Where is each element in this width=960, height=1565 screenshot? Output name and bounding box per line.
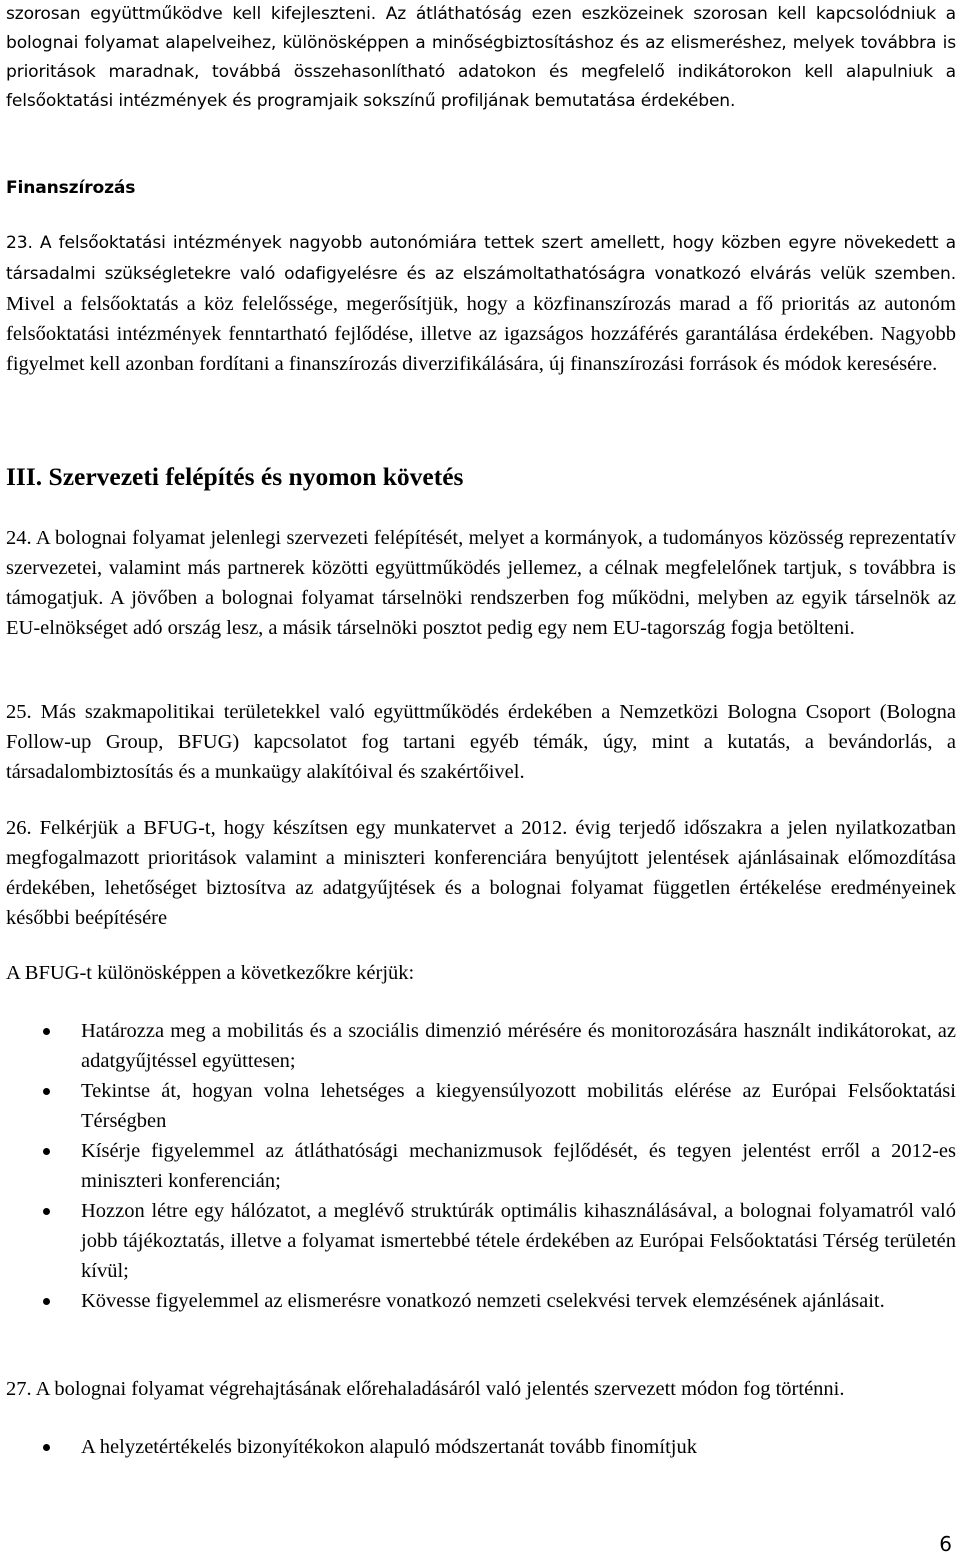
- section-heading: III. Szervezeti felépítés és nyomon követés: [6, 462, 464, 491]
- paragraph-27-list: [6, 1432, 956, 1462]
- paragraph-23-part2: Mivel a felsőoktatás a köz felelőssége, megerősítjük, hogy a közfinanszírozás marad a fő prioritás az autonóm felsőoktatási intézmények fenntartható fejlődése, illetve az igazságos hozzáférés garantálása érdekében. Nagyobb figyelmet kell azonban fordítani a finanszírozás diverzifikálására, új finanszírozási források és módok keresésére.: [6, 293, 956, 375]
- paragraph-24: 24. A bolognai folyamat jelenlegi szervezeti felépítését, melyet a kormányok, a tudományos közösség reprezentatív szervezetei, valamint más partnerek közötti együttműködés jellemez, a célnak megfelelőnek tartjuk, s továbbra is támogatjuk. A jövőben a bolognai folyamat társelnöki rendszerben fog működni, melyben az egyik társelnök az EU-elnökséget adó ország lesz, a másik társelnöki posztot pedig egy nem EU-tagország fogja betölteni.: [6, 527, 956, 639]
- list-item-text: Tekintse át, hogyan volna lehetséges a kiegyensúlyozott mobilitás elérése az Európai Felsőoktatási Térségben: [81, 1080, 956, 1132]
- paragraph-23-part1: 23. A felsőoktatási intézmények nagyobb autonómiára tettek szert amellett, hogy közben egyre növekedett a társadalmi szükségletekre való odafigyelésre és az elszámoltathatóságra vonatkozó elvárás velük szemben.: [6, 233, 956, 284]
- bullet-icon: [43, 1088, 50, 1095]
- list-item-text: Hozzon létre egy hálózatot, a meglévő struktúrák optimális kihasználásával, a bolognai folyamatról való jobb tájékoztatás, illetve a folyamat ismertebbé tétele érdekében az Európai Felsőoktatási Térség területén kívül;: [81, 1200, 956, 1282]
- paragraph-27: 27. A bolognai folyamat végrehajtásának előrehaladásáról való jelentés szervezett módon fog történni.: [6, 1378, 845, 1400]
- bullet-icon: [43, 1444, 50, 1451]
- list-item: [6, 1196, 956, 1286]
- paragraph-23: [6, 229, 956, 379]
- page-number: 6: [939, 1532, 952, 1556]
- list-item: [6, 1136, 956, 1196]
- list-item-text: Kövesse figyelemmel az elismerésre vonatkozó nemzeti cselekvési tervek elemzésének ajánlásait.: [81, 1290, 885, 1312]
- bullet-icon: [43, 1208, 50, 1215]
- subheading-financing: Finanszírozás: [6, 178, 136, 198]
- paragraph-25: 25. Más szakmapolitikai területekkel való együttműködés érdekében a Nemzetközi Bologna Csoport (Bologna Follow-up Group, BFUG) kapcsolatot fog tartani egyéb témák, úgy, mint a kutatás, a bevándorlás, a társadalombiztosítás és a munkaügy alakítóival és szakértőivel.: [6, 701, 956, 783]
- paragraph-top: szorosan együttműködve kell kifejleszteni. Az átláthatóság ezen eszközeinek szorosan kell kapcsolódniuk a bolognai folyamat alapelveihez, különösképpen a minőségbiztosításhoz és az elismeréshez, melyek továbbra is prioritások maradnak, továbbá összehasonlítható adatokon és megfelelő indikátorokon kell alapulniuk a felsőoktatási intézmények és programjaik sokszínű profiljának bemutatása érdekében.: [6, 4, 956, 111]
- bullet-icon: [43, 1298, 50, 1305]
- bfug-intro: A BFUG-t különösképpen a következőkre kérjük:: [6, 962, 415, 984]
- list-item: [6, 1432, 956, 1462]
- bfug-request-list: [6, 1016, 956, 1316]
- bullet-icon: [43, 1028, 50, 1035]
- list-item-text: Kísérje figyelemmel az átláthatósági mechanizmusok fejlődését, és tegyen jelentést erről a 2012-es miniszteri konferencián;: [81, 1140, 956, 1192]
- list-item: [6, 1076, 956, 1136]
- list-item: [6, 1016, 956, 1076]
- paragraph-26: 26. Felkérjük a BFUG-t, hogy készítsen egy munkatervet a 2012. évig terjedő időszakra a jelen nyilatkozatban megfogalmazott prioritások valamint a miniszteri konferenciára benyújtott jelentések ajánlásainak előmozdítása érdekében, lehetőséget biztosítva az adatgyűjtések és a bolognai folyamat független értékelése eredményeinek későbbi beépítésére: [6, 817, 956, 929]
- list-item: [6, 1286, 956, 1316]
- list-item-text: Határozza meg a mobilitás és a szociális dimenzió mérésére és monitorozására használt indikátorokat, az adatgyűjtéssel együttesen;: [81, 1020, 956, 1072]
- bullet-icon: [43, 1148, 50, 1155]
- list-item-text: A helyzetértékelés bizonyítékokon alapuló módszertanát tovább finomítjuk: [81, 1436, 697, 1458]
